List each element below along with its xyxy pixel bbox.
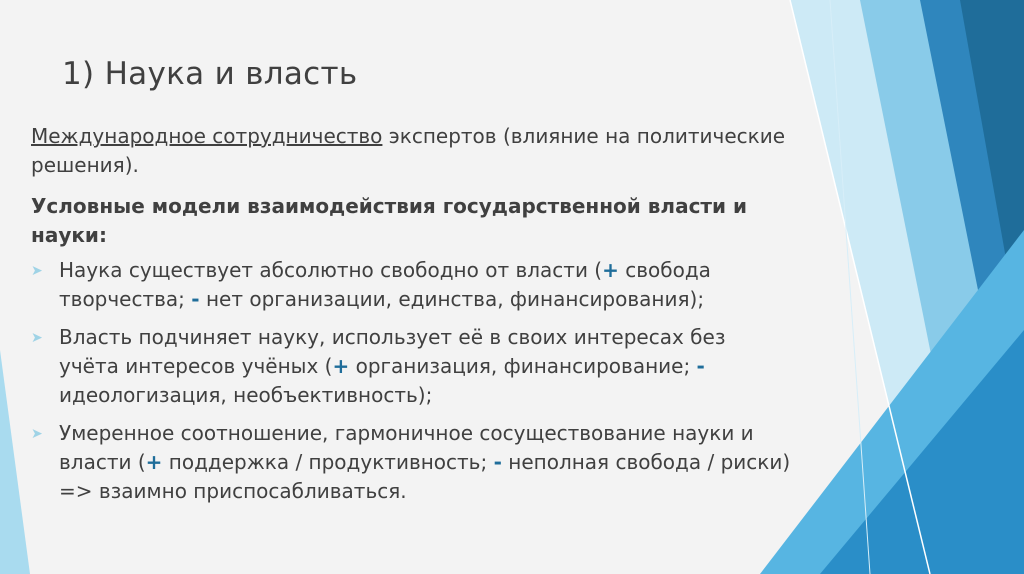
list-item xyxy=(31,256,791,314)
plus-sign: + xyxy=(145,450,163,474)
models-list xyxy=(31,256,791,506)
item-text: неполная свобода / риски) => взаимно приспосабливаться. xyxy=(59,450,791,503)
arrow-bullet-icon: ➤ xyxy=(31,426,43,442)
item-text: Власть подчиняет науку, использует её в своих интересах без учёта интересов учёных ( xyxy=(59,325,726,378)
minus-sign: - xyxy=(191,287,200,311)
intro-rest-text: экспертов (влияние на политические решения). xyxy=(31,124,786,177)
item-text: Наука существует абсолютно свободно от власти ( xyxy=(59,258,603,282)
item-text: поддержка / продуктивность; xyxy=(162,450,494,474)
list-item xyxy=(31,419,791,506)
minus-sign: - xyxy=(696,354,705,378)
arrow-bullet-icon: ➤ xyxy=(31,330,43,346)
minus-sign: - xyxy=(493,450,502,474)
item-text: организация, финансирование; xyxy=(349,354,697,378)
item-text: Умеренное соотношение, гармоничное сосуществование науки и власти ( xyxy=(59,421,754,474)
left-triangle-shape xyxy=(0,350,30,574)
slide-content xyxy=(31,122,791,515)
item-text: нет организации, единства, финансирования); xyxy=(199,287,705,311)
models-heading: Условные модели взаимодействия государственной власти и науки: xyxy=(31,194,748,247)
intro-underlined-text: Международное сотрудничество xyxy=(31,124,383,148)
slide-title: 1) Наука и власть xyxy=(62,56,358,92)
item-text: идеологизация, необъективность); xyxy=(59,383,433,407)
arrow-bullet-icon: ➤ xyxy=(31,263,43,279)
plus-sign: + xyxy=(332,354,350,378)
list-item xyxy=(31,323,791,410)
intro-paragraph xyxy=(31,122,791,180)
plus-sign: + xyxy=(602,258,619,282)
item-text: свобода творчества; xyxy=(59,258,711,311)
